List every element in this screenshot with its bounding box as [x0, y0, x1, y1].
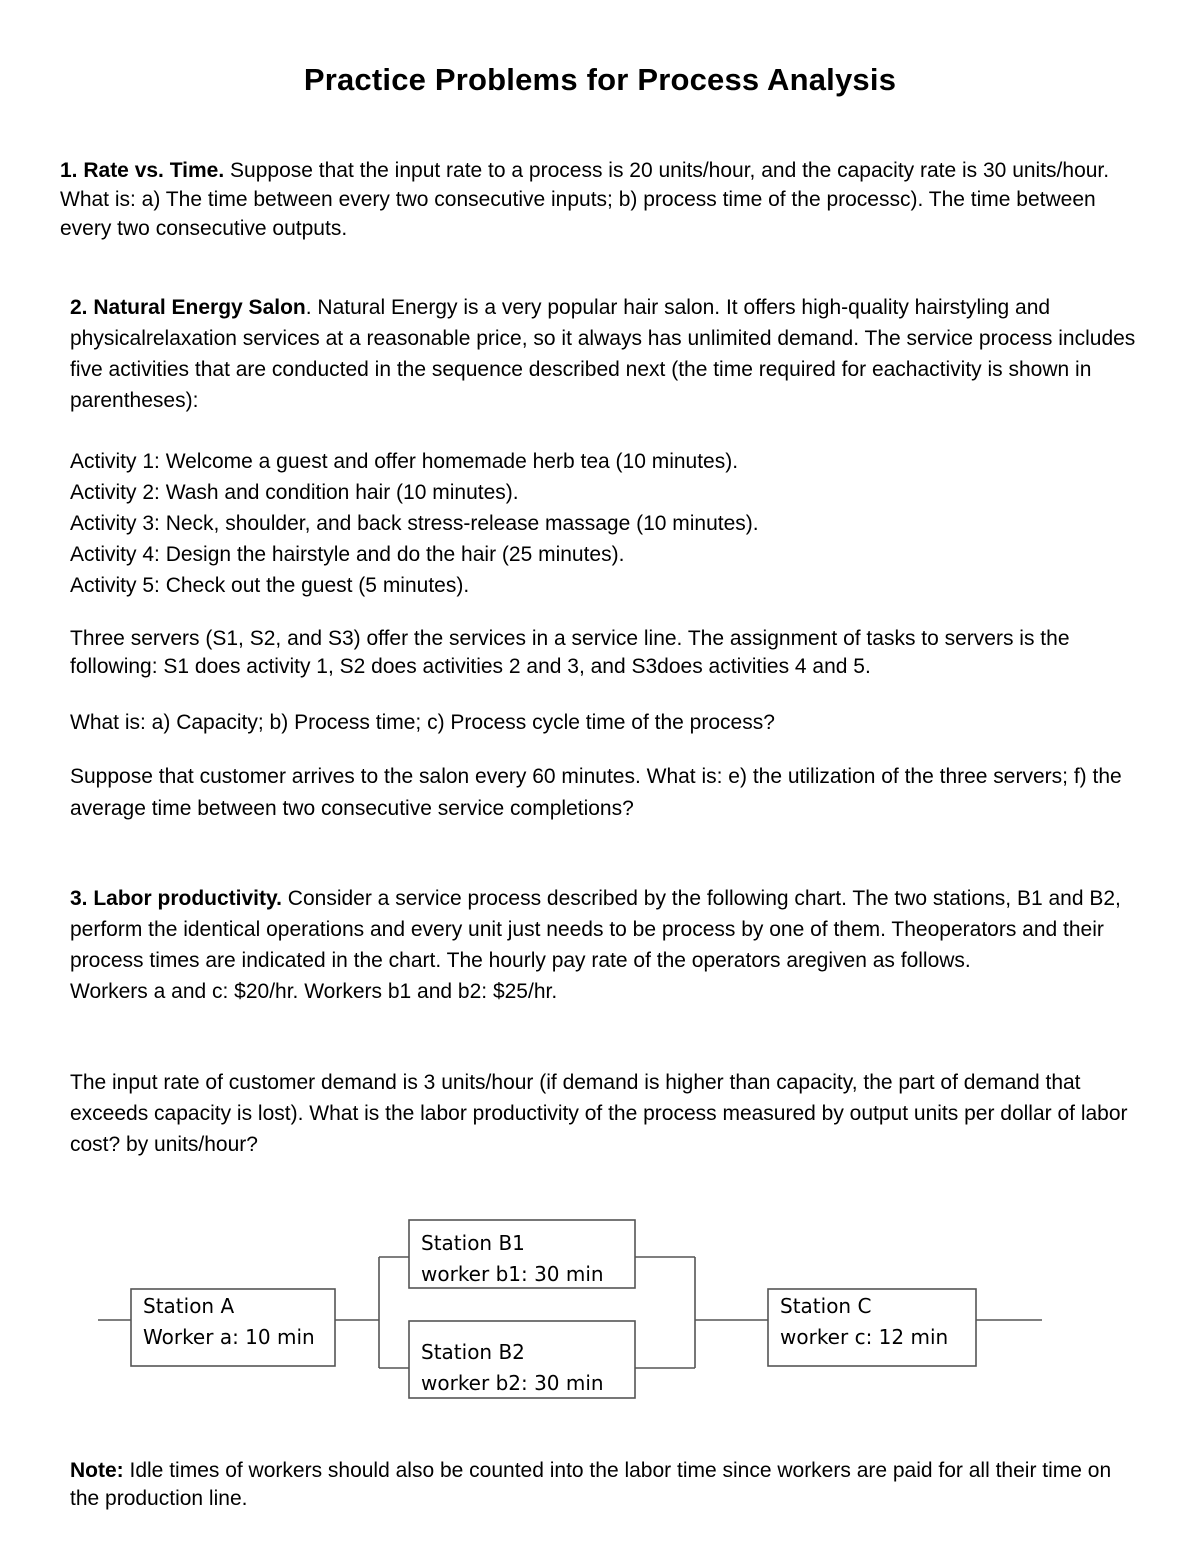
station-c-name: Station C	[780, 1294, 872, 1318]
note-label: Note:	[70, 1459, 124, 1482]
station-b1-worker: worker b1: 30 min	[421, 1262, 604, 1286]
station-a-worker: Worker a: 10 min	[143, 1325, 315, 1349]
problem-2-servers: Three servers (S1, S2, and S3) offer the services in a service line. The assignment of tasks to servers is the following: S1 does activity 1, S2 does activities 2 and 3, and S3does activities 4 and 5.	[70, 627, 1070, 678]
problem-2	[70, 292, 1145, 416]
problem-3-text: Consider a service process described by the following chart. The two stations, B1 and B2, perform the identical operations and every unit just needs to be process by one of them. Theoperators and their process times are indicated in the chart. The hourly pay rate of the operators aregiven as follows.	[70, 887, 1121, 972]
station-a-name: Station A	[143, 1294, 235, 1318]
problem-2-arrival: Suppose that customer arrives to the salon every 60 minutes. What is: e) the utilization of the three servers; f) the average time between two consecutive service completions?	[70, 765, 1122, 820]
problem-2-heading: 2. Natural Energy Salon	[70, 296, 306, 319]
problem-3-rates: Workers a and c: $20/hr. Workers b1 and b2: $25/hr.	[70, 980, 558, 1003]
activity-item: Activity 4: Design the hairstyle and do the hair (25 minutes).	[70, 543, 625, 566]
activity-item: Activity 2: Wash and condition hair (10 minutes).	[70, 481, 519, 504]
problem-1	[60, 156, 1150, 243]
note-text: Idle times of workers should also be counted into the labor time since workers are paid for all their time on the production line.	[70, 1459, 1112, 1510]
page-title: Practice Problems for Process Analysis	[303, 62, 897, 97]
station-b2-worker: worker b2: 30 min	[421, 1371, 604, 1395]
problem-1-text: Suppose that the input rate to a process is 20 units/hour, and the capacity rate is 30 units/hour. What is: a) The time between every two consecutive inputs; b) process time of the processc). The time between every two consecutive outputs.	[60, 159, 1110, 240]
problem-3-demand: The input rate of customer demand is 3 units/hour (if demand is higher than capacity, the part of demand that exceeds capacity is lost). What is the labor productivity of the process measured by output units per dollar of labor cost? by units/hour?	[70, 1071, 1128, 1156]
station-b2-name: Station B2	[421, 1340, 525, 1364]
problem-2-question: What is: a) Capacity; b) Process time; c) Process cycle time of the process?	[70, 711, 775, 734]
activity-item: Activity 1: Welcome a guest and offer homemade herb tea (10 minutes).	[70, 450, 739, 473]
problem-3-heading: 3. Labor productivity.	[70, 887, 282, 910]
problem-2-text: . Natural Energy is a very popular hair salon. It offers high-quality hairstyling and physicalrelaxation services at a reasonable price, so it always has unlimited demand. The service process includes five activities that are conducted in the sequence described next (the time required for eachactivity is shown in parentheses):	[70, 296, 1136, 412]
station-b1-name: Station B1	[421, 1231, 525, 1255]
process-flow-diagram	[0, 1200, 1200, 1420]
station-c-worker: worker c: 12 min	[780, 1325, 949, 1349]
activity-list	[70, 446, 1145, 601]
activity-item: Activity 3: Neck, shoulder, and back stress-release massage (10 minutes).	[70, 512, 759, 535]
note	[70, 1457, 1145, 1513]
activity-item: Activity 5: Check out the guest (5 minutes).	[70, 574, 470, 597]
problem-1-heading: 1. Rate vs. Time.	[60, 159, 225, 182]
problem-3	[70, 883, 1145, 1007]
